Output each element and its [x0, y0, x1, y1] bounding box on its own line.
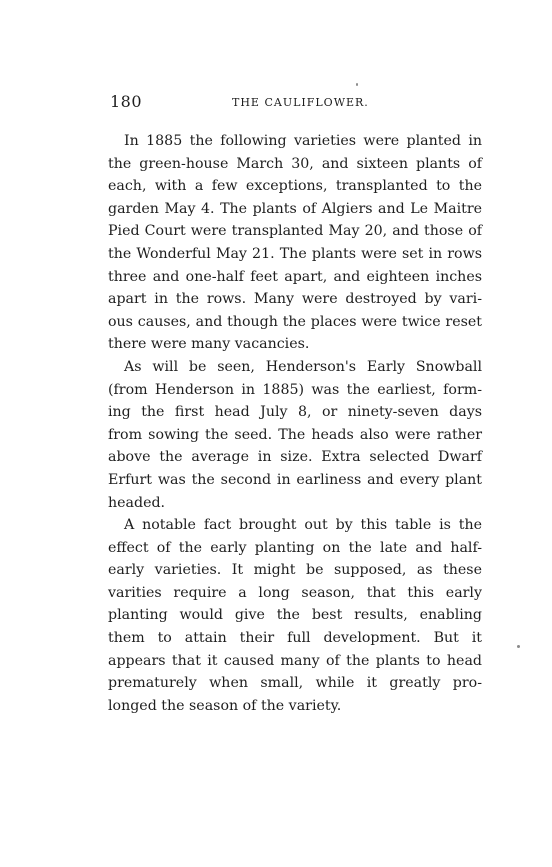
- text-line: the Wonderful May 21. The plants were set in rows: [108, 245, 482, 262]
- scan-speck: [356, 83, 358, 86]
- text-line: the green-house March 30, and sixteen plants of: [108, 155, 482, 172]
- text-line: longed the season of the variety.: [108, 697, 342, 714]
- paragraph-2: [108, 356, 482, 514]
- text-line: As will be seen, Henderson's Early Snowball: [124, 358, 482, 375]
- text-line: (from Henderson in 1885) was the earliest, form-: [108, 381, 482, 398]
- paragraph-3: [108, 514, 482, 717]
- running-head: [108, 92, 480, 116]
- text-line: Erfurt was the second in earliness and every plant: [108, 471, 482, 488]
- text-line: varities require a long season, that this early: [108, 584, 482, 601]
- text-line: prematurely when small, while it greatly pro-: [108, 675, 482, 692]
- text-line: Pied Court were transplanted May 20, and those of: [108, 223, 482, 240]
- text-line: headed.: [108, 494, 166, 511]
- text-line: from sowing the seed. The heads also were rather: [108, 426, 482, 443]
- text-line: planting would give the best results, enabling: [108, 607, 482, 624]
- text-line: garden May 4. The plants of Algiers and Le Maitre: [108, 200, 482, 217]
- text-line: apart in the rows. Many were destroyed by vari-: [108, 291, 482, 308]
- text-line: appears that it caused many of the plants to head: [108, 652, 482, 669]
- text-line: three and one-half feet apart, and eighteen inches: [108, 268, 482, 285]
- text-line: A notable fact brought out by this table is the: [124, 517, 482, 534]
- text-line: In 1885 the following varieties were planted in: [124, 133, 482, 149]
- text-line: there were many vacancies.: [108, 336, 310, 353]
- text-line: above the average in size. Extra selected Dwarf: [108, 449, 482, 466]
- running-title: THE CAULIFLOWER.: [232, 96, 369, 109]
- text-line: them to attain their full development. But it: [108, 630, 482, 647]
- paragraph-1: [108, 130, 482, 356]
- scan-speck: [517, 645, 520, 648]
- text-line: early varieties. It might be supposed, as these: [108, 562, 482, 579]
- body-text: [108, 130, 482, 717]
- text-line: ous causes, and though the places were twice reset: [108, 313, 482, 330]
- text-line: ing the first head July 8, or ninety-seven days: [108, 404, 482, 421]
- text-line: effect of the early planting on the late and half-: [108, 539, 482, 556]
- page-number: 180: [110, 92, 143, 111]
- text-line: each, with a few exceptions, transplanted to the: [108, 178, 482, 195]
